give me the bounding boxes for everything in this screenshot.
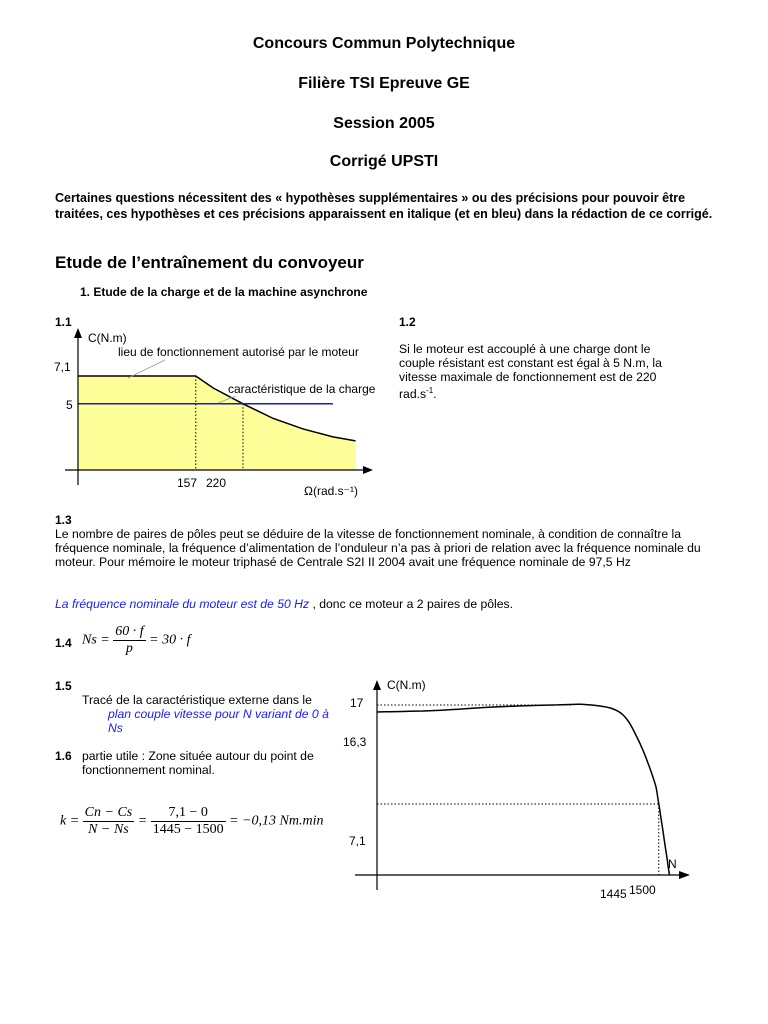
q1-2-text-end: .: [433, 387, 437, 402]
q1-5-number: 1.5: [55, 679, 72, 693]
doc-title: Concours Commun Polytechnique: [252, 35, 516, 52]
ns-fraction: [113, 624, 145, 657]
ns-formula: [82, 624, 190, 657]
y-axis-label: C(N.m): [387, 678, 426, 692]
y-tick-5: 5: [66, 398, 73, 412]
intro-paragraph: Certaines questions nécessitent des « hypothèses supplémentaires » ou des précisions pour pouvoir être traitées, ces hypothèses et ces précisions apparaissent en italique (et en bleu) dans la rédaction de ce corrigé.: [55, 191, 713, 221]
x-axis-arrow: [679, 871, 690, 879]
x-tick-1445: 1445: [600, 887, 627, 901]
q1-6-number: 1.6: [55, 749, 72, 763]
q1-5-text: Tracé de la caractéristique externe dans le: [82, 693, 312, 707]
k-equals: =: [137, 813, 148, 829]
k-formula: [60, 805, 323, 838]
q1-2-text: [399, 342, 689, 401]
ns-lhs: Ns =: [82, 632, 110, 648]
q1-4-number: 1.4: [55, 636, 72, 650]
doc-corrige: Corrigé UPSTI: [329, 153, 439, 170]
q1-6-text-body: partie utile : Zone située autour du point de fonctionnement nominal.: [82, 749, 314, 777]
region-annotation: lieu de fonctionnement autorisé par le moteur: [118, 345, 359, 359]
q1-5-hypothesis: plan couple vitesse pour N variant de 0 à Ns: [108, 707, 329, 735]
k-fraction-2-den: 1445 − 1500: [152, 822, 224, 837]
k-fraction-2-num: 7,1 − 0: [151, 805, 226, 822]
x-tick-1500: 1500: [629, 883, 656, 897]
k-fraction-1-den: N − Ns: [88, 822, 129, 837]
y-axis-arrow: [74, 328, 82, 338]
q1-3-conclusion: [55, 597, 725, 611]
q1-3-text: Le nombre de paires de pôles peut se déduire de la vitesse de fonctionnement nominale, à condition de connaître la fréquence nominale, la fréquence d’alimentation de l’onduleur n’a pas à priori de relation avec la fréquence nominale du moteur. Pour mémoire le moteur triphasé de Centrale S2I II 2004 avait une fréquence nominale de 97,5 Hz: [55, 527, 701, 569]
torque-curve: [377, 704, 670, 875]
q1-2-text-main: Si le moteur est accouplé à une charge dont le couple résistant est constant est égal à 5 N.m, la vitesse maximale de fonctionnement est de 220 rad.s: [399, 342, 662, 402]
ns-numerator: 60 · f: [115, 624, 144, 639]
load-annotation: caractéristique de la charge: [228, 382, 376, 396]
q1-3-number: 1.3: [55, 513, 72, 527]
external-characteristic-chart: [335, 670, 705, 910]
y-axis-label: C(N.m): [88, 331, 127, 345]
y-tick-17: 17: [350, 696, 364, 710]
k-fraction-1: [83, 805, 135, 838]
x-tick-220: 220: [206, 476, 227, 490]
doc-session: Session 2005: [333, 115, 435, 132]
k-fraction-1-num: Cn − Cs: [84, 805, 133, 820]
k-rhs: = −0,13 Nm.min: [229, 813, 324, 829]
y-tick-7-1: 7,1: [54, 360, 71, 374]
x-tick-157: 157: [177, 476, 198, 490]
q1-2-superscript: -1: [426, 386, 434, 395]
x-axis-label: N: [668, 857, 677, 871]
ns-denominator: p: [125, 641, 133, 656]
subsection-title: 1. Etude de la charge et de la machine asynchrone: [80, 285, 368, 299]
x-axis-label: Ω(rad.s⁻¹): [304, 484, 358, 498]
q1-2-number: 1.2: [399, 315, 416, 329]
torque-speed-chart: [40, 320, 390, 500]
q1-3-hypothesis: La fréquence nominale du moteur est de 50 Hz: [55, 597, 310, 611]
k-lhs: k =: [60, 813, 80, 829]
doc-subtitle: Filière TSI Epreuve GE: [298, 75, 470, 92]
y-tick-16-3: 16,3: [343, 735, 367, 749]
x-axis-arrow: [363, 466, 373, 474]
section-title: Etude de l’entraînement du convoyeur: [55, 253, 364, 272]
ns-rhs: = 30 · f: [149, 632, 191, 648]
y-axis-arrow: [373, 680, 381, 690]
k-fraction-2: [151, 805, 226, 838]
y-tick-7-1: 7,1: [349, 834, 366, 848]
q1-1-number: 1.1: [55, 315, 72, 329]
q1-3-conclusion-rest: , donc ce moteur a 2 paires de pôles.: [309, 597, 513, 611]
q1-6-text: [82, 749, 332, 777]
